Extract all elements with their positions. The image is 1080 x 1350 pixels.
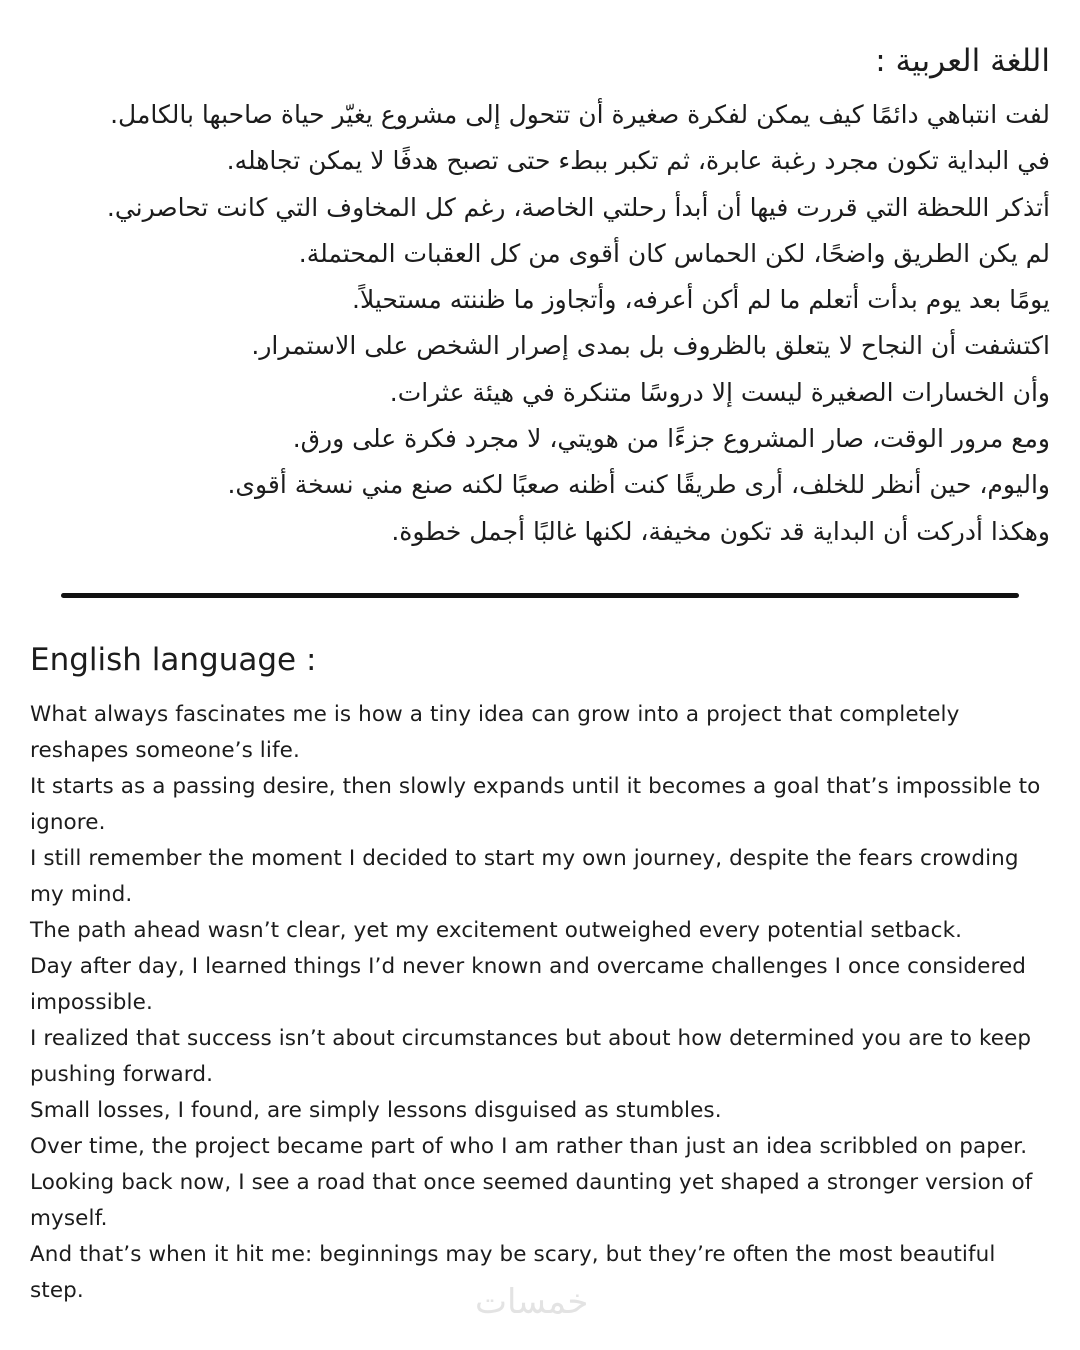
arabic-line: يومًا بعد يوم بدأت أتعلم ما لم أكن أعرفه، وأتجاوز ما ظننته مستحيلاً.	[352, 285, 1050, 315]
english-paragraph: What always fascinates me is how a tiny idea can grow into a project that completely reshapes someone’s life.	[30, 702, 960, 763]
arabic-heading: اللغة العربية :	[875, 43, 1050, 79]
english-paragraph: I still remember the moment I decided to start my own journey, despite the fears crowding my mind.	[30, 846, 1019, 907]
english-section	[30, 636, 1050, 1309]
english-paragraph: Small losses, I found, are simply lessons disguised as stumbles.	[30, 1098, 722, 1123]
section-divider	[61, 593, 1019, 598]
arabic-line: واليوم، حين أنظر للخلف، أرى طريقًا كنت أظنه صعبًا لكنه صنع مني نسخة أقوى.	[227, 470, 1050, 500]
english-paragraph: Looking back now, I see a road that once seemed daunting yet shaped a stronger version of myself.	[30, 1170, 1033, 1231]
english-paragraph: I realized that success isn’t about circumstances but about how determined you are to keep pushing forward.	[30, 1026, 1032, 1087]
arabic-line: ومع مرور الوقت، صار المشروع جزءًا من هويتي، لا مجرد فكرة على ورق.	[292, 424, 1050, 454]
english-paragraph: Over time, the project became part of who I am rather than just an idea scribbled on paper.	[30, 1134, 1028, 1159]
arabic-line: وهكذا أدركت أن البداية قد تكون مخيفة، لكنها غالبًا أجمل خطوة.	[391, 516, 1050, 546]
english-paragraph: Day after day, I learned things I’d never known and overcame challenges I once considered impossible.	[30, 954, 1027, 1015]
arabic-line: لفت انتباهي دائمًا كيف يمكن لفكرة صغيرة أن تتحول إلى مشروع يغيّر حياة صاحبها بالكامل.	[110, 100, 1050, 129]
arabic-line: وأن الخسارات الصغيرة ليست إلا دروسًا متنكرة في هيئة عثرات.	[389, 377, 1050, 407]
arabic-line: في البداية تكون مجرد رغبة عابرة، ثم تكبر ببطء حتى تصبح هدفًا لا يمكن تجاهله.	[226, 146, 1050, 176]
watermark-logo: خمسات	[475, 1282, 589, 1322]
arabic-section	[30, 34, 1050, 555]
arabic-lines	[30, 92, 1050, 555]
arabic-line: أتذكر اللحظة التي قررت فيها أن أبدأ رحلتي الخاصة، رغم كل المخاوف التي كانت تحاصرني.	[106, 192, 1050, 222]
arabic-line: اكتشفت أن النجاح لا يتعلق بالظروف بل بمدى إصرار الشخص على الاستمرار.	[251, 331, 1050, 361]
english-paragraph: It starts as a passing desire, then slowly expands until it becomes a goal that’s impossible to ignore.	[30, 774, 1041, 835]
english-paragraph: And that’s when it hit me: beginnings may be scary, but they’re often the most beautiful step.	[30, 1242, 996, 1303]
arabic-line: لم يكن الطريق واضحًا، لكن الحماس كان أقوى من كل العقبات المحتملة.	[298, 238, 1050, 268]
english-heading: English language :	[30, 642, 317, 678]
english-paragraph: The path ahead wasn’t clear, yet my excitement outweighed every potential setback.	[30, 918, 963, 943]
